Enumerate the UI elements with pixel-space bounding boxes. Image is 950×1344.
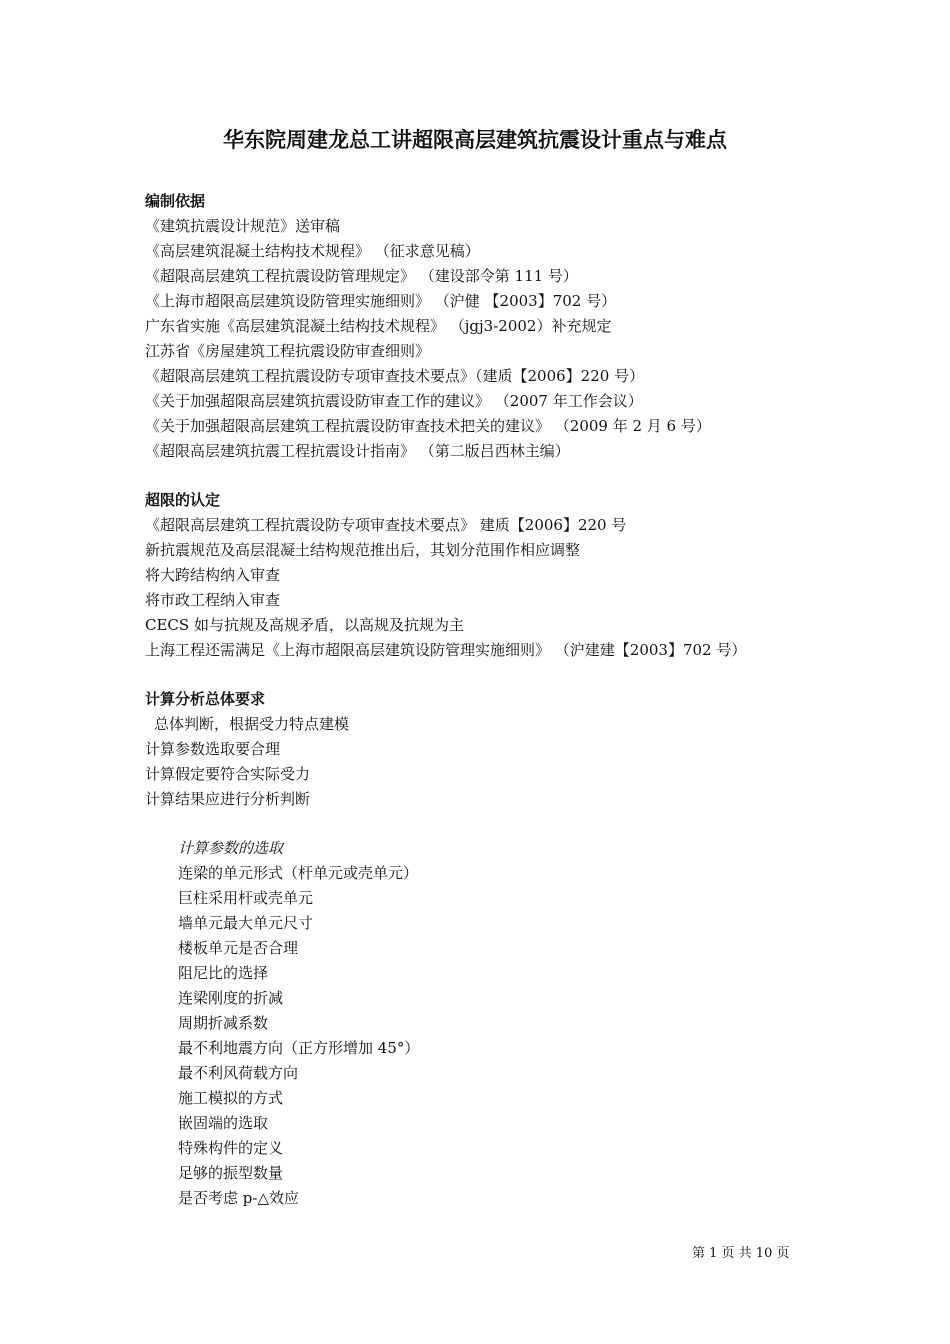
text-line: 阻尼比的选择 <box>178 964 269 982</box>
text-line: 《关于加强超限高层建筑工程抗震设防审查技术把关的建议》 （2009 年 2 月 6 号） <box>145 417 711 435</box>
section-heading: 计算分析总体要求 <box>145 690 266 708</box>
section-analysis-requirements <box>145 687 845 812</box>
text-line: 《关于加强超限高层建筑抗震设防审查工作的建议》 （2007 年工作会议） <box>145 392 643 410</box>
text-line: 楼板单元是否合理 <box>178 939 299 957</box>
text-line: 计算假定要符合实际受力 <box>145 765 311 783</box>
text-line: 《超限高层建筑工程抗震设防管理规定》 （建设部令第 111 号） <box>145 267 578 285</box>
text-line: 将大跨结构纳入审查 <box>145 566 281 584</box>
section-heading: 超限的认定 <box>145 491 221 509</box>
section-basis <box>145 189 845 464</box>
text-line: 《超限高层建筑工程抗震设防专项审查技术要点》（建质【2006】220 号） <box>145 367 645 385</box>
text-line: 《上海市超限高层建筑设防管理实施细则》 （沪健 【2003】702 号） <box>145 292 617 310</box>
text-line: 《超限高层建筑工程抗震设防专项审查技术要点》 建质【2006】220 号 <box>145 516 627 534</box>
text-line: 《高层建筑混凝土结构技术规程》 （征求意见稿） <box>145 242 480 260</box>
text-line: 《超限高层建筑抗震工程抗震设计指南》 （第二版吕西林主编） <box>145 442 570 460</box>
text-line: 最不利风荷载方向 <box>178 1064 299 1082</box>
text-line: 施工模拟的方式 <box>178 1089 284 1107</box>
text-line: 连梁的单元形式（杆单元或壳单元） <box>178 864 419 882</box>
text-line: 特殊构件的定义 <box>178 1139 284 1157</box>
text-line: 计算参数选取要合理 <box>145 740 281 758</box>
document-title: 华东院周建龙总工讲超限高层建筑抗震设计重点与难点 <box>223 128 727 152</box>
text-line: 周期折减系数 <box>178 1014 269 1032</box>
text-line: 嵌固端的选取 <box>178 1114 269 1132</box>
text-line: 最不利地震方向（正方形增加 45°） <box>178 1039 420 1057</box>
text-line: 墙单元最大单元尺寸 <box>178 914 314 932</box>
subsection-parameter-selection <box>178 836 838 1211</box>
text-line: 总体判断，根据受力特点建模 <box>154 715 350 733</box>
text-line: 上海工程还需满足《上海市超限高层建筑设防管理实施细则》 （沪建建【2003】702 号） <box>145 641 747 659</box>
text-line: 计算结果应进行分析判断 <box>145 790 311 808</box>
text-line: 巨柱采用杆或壳单元 <box>178 889 314 907</box>
subsection-heading: 计算参数的选取 <box>178 839 284 857</box>
text-line: 江苏省《房屋建筑工程抗震设防审查细则》 <box>145 342 431 360</box>
text-line: 广东省实施《高层建筑混凝土结构技术规程》 （jgj3-2002）补充规定 <box>145 317 612 335</box>
text-line: 《建筑抗震设计规范》送审稿 <box>145 217 341 235</box>
section-exceed-definition <box>145 488 845 663</box>
text-line: 将市政工程纳入审查 <box>145 591 281 609</box>
text-line: 足够的振型数量 <box>178 1164 284 1182</box>
text-line: 新抗震规范及高层混凝土结构规范推出后，其划分范围作相应调整 <box>145 541 581 559</box>
text-line: 是否考虑 p-△效应 <box>178 1189 299 1207</box>
text-line: 连梁刚度的折减 <box>178 989 284 1007</box>
page-number: 第 1 页 共 10 页 <box>692 1246 790 1261</box>
section-heading: 编制依据 <box>145 192 206 210</box>
text-line: CECS 如与抗规及高规矛盾，以高规及抗规为主 <box>145 616 464 634</box>
